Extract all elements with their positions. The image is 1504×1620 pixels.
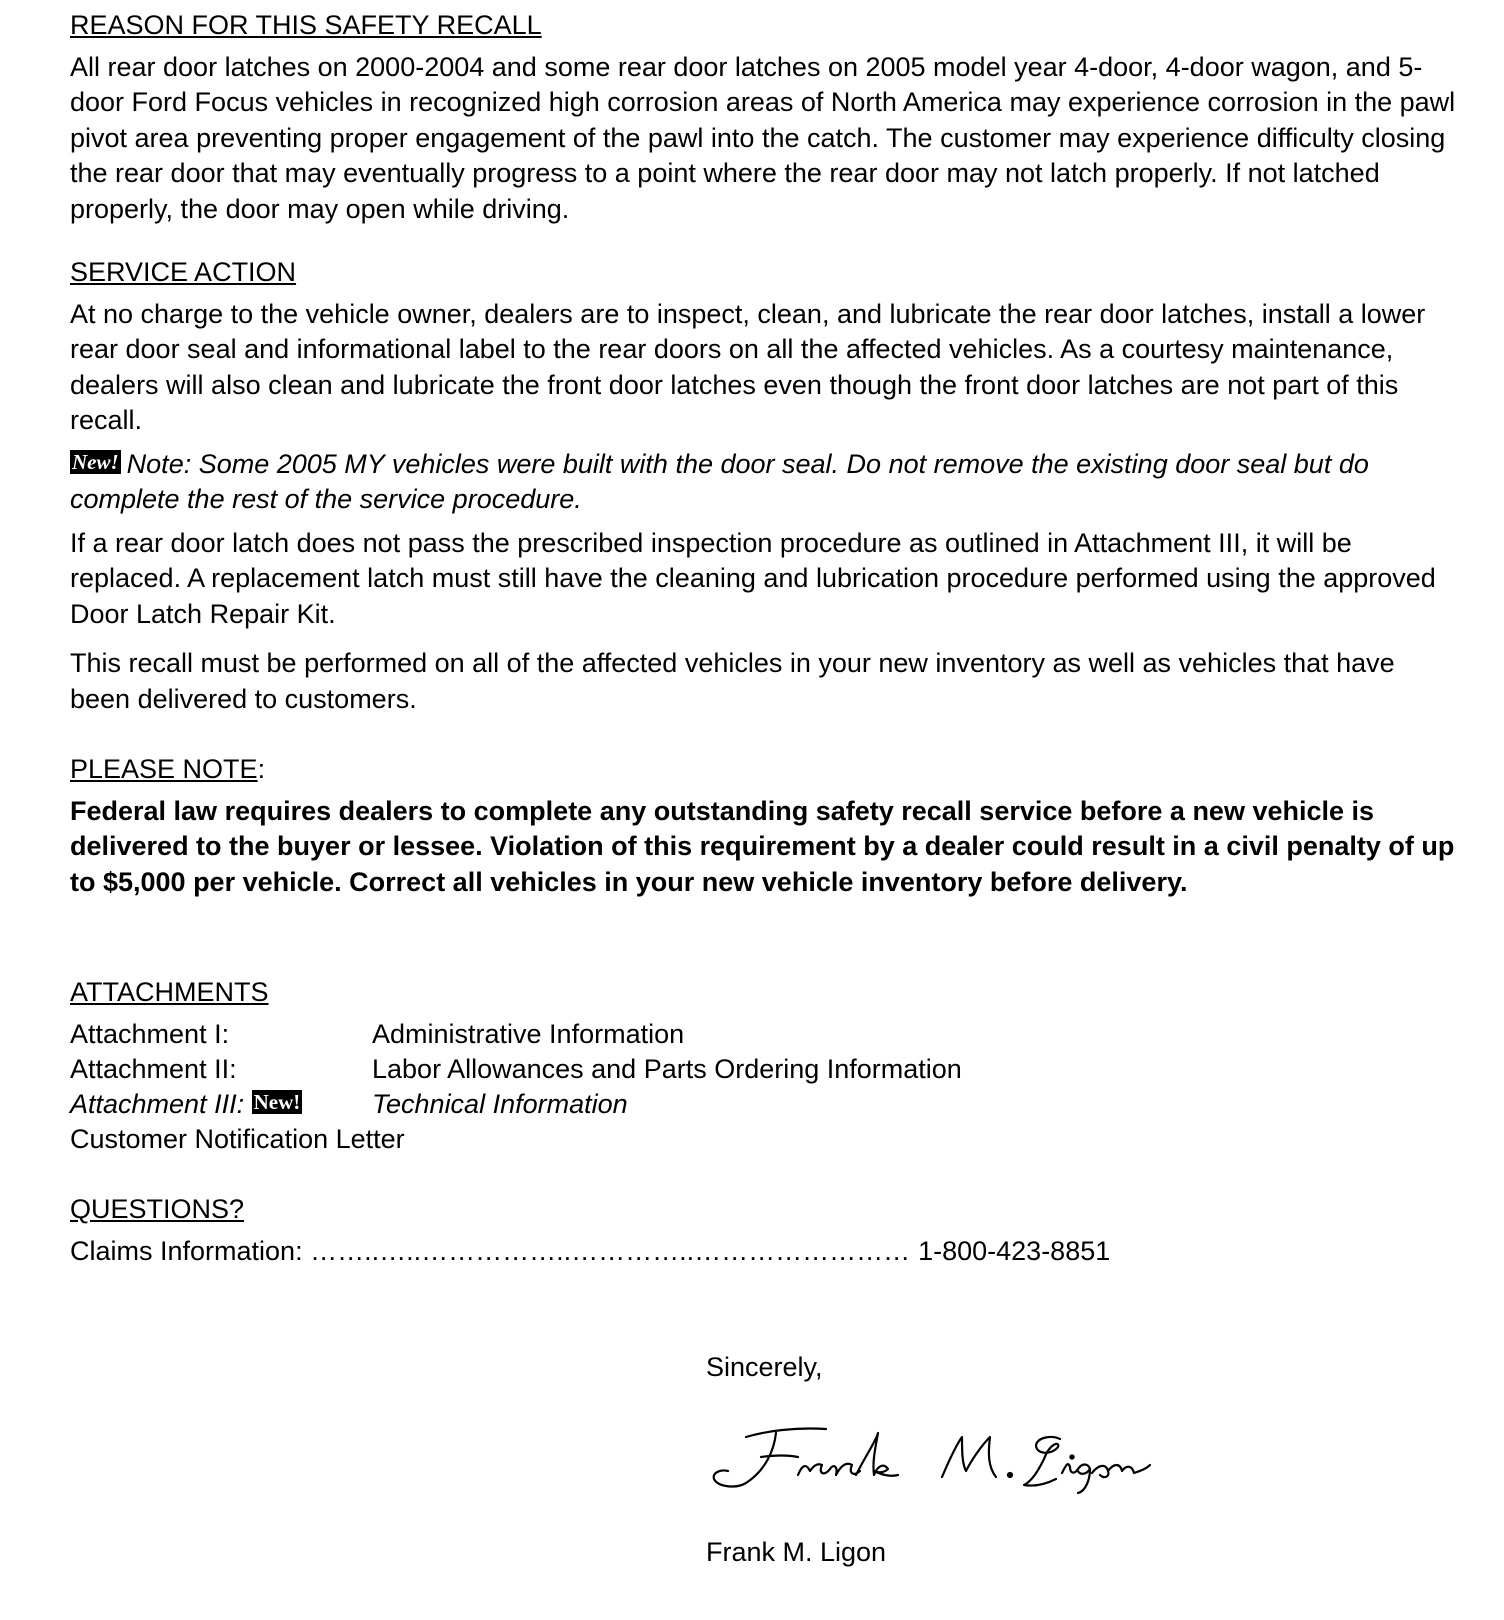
attachment-label: Attachment I: [70, 1018, 230, 1049]
claims-phone: 1-800-423-8851 [918, 1235, 1111, 1266]
questions-section [70, 1192, 1460, 1269]
attachments-heading: ATTACHMENTS [70, 977, 269, 1007]
service-action-para-2: If a rear door latch does not pass the prescribed inspection procedure as outlined in Attachment III, it will be replaced. A replacement latch must still have the cleaning and lubrication procedure performed using the approved Door Latch Repair Kit. [70, 527, 1436, 629]
new-badge: New! [253, 1089, 301, 1114]
service-note [70, 447, 1460, 518]
claims-line [70, 1234, 1460, 1270]
please-note-section [70, 752, 1460, 900]
attachment-row [70, 1052, 962, 1087]
reason-body: All rear door latches on 2000-2004 and some rear door latches on 2005 model year 4-door, 4-door wagon, and 5-door Ford Focus vehicles in recognized high corrosion areas of North America may experience corrosion in the pawl pivot area preventing proper engagement of the pawl into the catch. The customer may experience difficulty closing the rear door that may eventually progress to a point where the rear door may not latch properly. If not latched properly, the door may open while driving. [70, 51, 1456, 224]
attachment-value: Technical Information [372, 1088, 628, 1119]
handwritten-signature [706, 1415, 1166, 1495]
signer-name: Frank M. Ligon [706, 1537, 887, 1567]
service-action-para-1: At no charge to the vehicle owner, dealers are to inspect, clean, and lubricate the rear door latches, install a lower rear door seal and informational label to the rear doors on all the affected vehicles. As a courtesy maintenance, dealers will also clean and lubricate the front door latches even though the front door latches are not part of this recall. [70, 298, 1426, 435]
signature-block [706, 1350, 1266, 1570]
attachment-row [70, 1087, 962, 1122]
please-note-heading: PLEASE NOTE: [70, 754, 266, 784]
claims-dots: ……..…..……………..…………..…………………… [310, 1235, 911, 1266]
service-action-heading: SERVICE ACTION [70, 257, 297, 287]
salutation: Sincerely, [706, 1352, 823, 1382]
reason-section [70, 8, 1460, 227]
claims-label: Claims Information: [70, 1235, 303, 1266]
attachment-value: Labor Allowances and Parts Ordering Information [372, 1053, 962, 1084]
attachment-label: Attachment III: New! [70, 1088, 301, 1119]
service-note-text: Note: Some 2005 MY vehicles were built with the door seal. Do not remove the existing door seal but do complete the rest of the service procedure. [70, 448, 1369, 514]
new-badge: New! [72, 449, 119, 474]
questions-heading: QUESTIONS? [70, 1194, 245, 1224]
attachment-row [70, 1017, 962, 1052]
attachment-label: Attachment II: [70, 1053, 237, 1084]
reason-heading: REASON FOR THIS SAFETY RECALL [70, 10, 542, 40]
attachments-section [70, 975, 962, 1157]
service-action-section [70, 255, 1460, 717]
attachment-value: Administrative Information [372, 1018, 685, 1049]
attachment-extra: Customer Notification Letter [70, 1123, 405, 1154]
service-action-para-3: This recall must be performed on all of the affected vehicles in your new inventory as well as vehicles that have been delivered to customers. [70, 648, 1395, 714]
please-note-body: Federal law requires dealers to complete any outstanding safety recall service before a new vehicle is delivered to the buyer or lessee. Violation of this requirement by a dealer could result in a civil penalty of up to $5,000 per vehicle. Correct all vehicles in your new vehicle inventory before delivery. [70, 795, 1455, 897]
